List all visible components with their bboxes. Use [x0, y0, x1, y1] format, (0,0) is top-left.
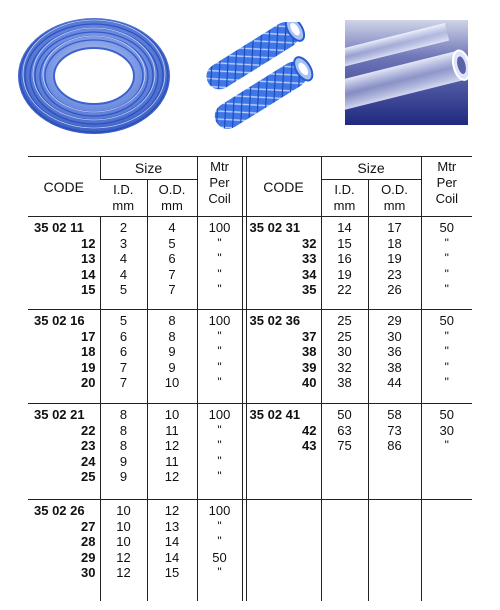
id-mm-header: I.D. mm — [321, 180, 368, 217]
product-code: 23 — [81, 438, 96, 454]
outer-diameter-cell — [147, 404, 197, 500]
product-code: 30 — [81, 565, 96, 581]
product-code-cell — [28, 500, 100, 601]
outer-diameter-cell — [147, 500, 197, 601]
inner-diameter: 5 — [119, 313, 128, 328]
metres-per-coil: 30 — [439, 422, 455, 438]
product-code: 39 — [302, 359, 317, 375]
outer-diameter: 86 — [387, 438, 402, 454]
inner-diameter: 75 — [337, 438, 352, 454]
outer-diameter: 12 — [164, 503, 180, 518]
outer-diameter: 14 — [164, 549, 180, 565]
product-code: 17 — [81, 328, 96, 344]
outer-diameter: 73 — [387, 422, 402, 438]
metres-per-coil: " — [217, 328, 222, 343]
metres-per-coil: 100 — [208, 503, 231, 518]
inner-diameter: 25 — [337, 328, 352, 344]
metres-per-coil: " — [217, 375, 222, 390]
inner-diameter: 25 — [337, 313, 352, 328]
product-code: 22 — [81, 422, 96, 438]
metres-per-coil: " — [217, 438, 222, 453]
inner-diameter: 6 — [119, 328, 128, 344]
product-code: 42 — [302, 422, 317, 438]
metres-per-coil-cell — [197, 500, 242, 601]
inner-diameter: 19 — [337, 266, 352, 282]
inner-diameter: 7 — [119, 375, 128, 391]
product-code: 35 02 16 — [34, 313, 85, 328]
inner-diameter-cell — [321, 404, 368, 500]
inner-diameter-cell — [100, 310, 147, 404]
product-code: 18 — [81, 344, 96, 360]
metres-per-coil: " — [217, 469, 222, 484]
inner-diameter: 4 — [119, 266, 128, 282]
outer-diameter: 10 — [164, 375, 180, 391]
outer-diameter: 12 — [164, 469, 180, 485]
outer-diameter: 8 — [168, 313, 176, 328]
inner-diameter: 15 — [337, 235, 352, 251]
inner-diameter: 12 — [116, 549, 131, 565]
outer-diameter: 9 — [168, 344, 176, 360]
metres-per-coil: 100 — [208, 313, 231, 328]
inner-diameter: 3 — [119, 235, 128, 251]
outer-diameter: 11 — [165, 422, 179, 438]
outer-diameter: 6 — [168, 251, 176, 267]
metres-per-coil-cell — [197, 310, 242, 404]
outer-diameter: 10 — [164, 407, 180, 422]
inner-diameter: 22 — [337, 282, 352, 298]
metres-per-coil: " — [217, 565, 222, 580]
size-header: Size — [321, 157, 421, 180]
inner-diameter: 8 — [119, 422, 128, 438]
outer-diameter-cell — [368, 404, 421, 500]
product-code: 24 — [81, 453, 96, 469]
product-code: 13 — [81, 251, 96, 267]
product-code: 35 02 21 — [34, 407, 85, 422]
product-code: 40 — [302, 375, 317, 391]
product-code: 20 — [81, 375, 96, 391]
inner-diameter: 9 — [119, 469, 128, 485]
outer-diameter-cell — [147, 217, 197, 310]
product-code: 35 02 26 — [34, 503, 85, 518]
outer-diameter: 44 — [387, 375, 402, 391]
product-code: 25 — [81, 469, 96, 485]
inner-diameter: 30 — [337, 344, 352, 360]
inner-diameter: 10 — [116, 518, 131, 534]
product-code: 19 — [81, 359, 96, 375]
inner-diameter: 9 — [119, 453, 128, 469]
outer-diameter-cell — [368, 310, 421, 404]
table-row — [28, 404, 472, 500]
metres-per-coil: " — [217, 282, 222, 297]
product-code: 35 02 41 — [249, 407, 301, 422]
mtr-per-coil-header: Mtr Per Coil — [197, 157, 242, 217]
product-code-cell — [246, 217, 321, 310]
table-header-row — [28, 157, 472, 180]
table-row — [28, 500, 472, 601]
product-code: 14 — [81, 266, 96, 282]
product-code: 35 — [302, 282, 317, 298]
outer-diameter-cell — [368, 500, 421, 601]
code-header: CODE — [28, 157, 100, 217]
od-mm-header: O.D. mm — [368, 180, 421, 217]
table-row — [28, 217, 472, 310]
metres-per-coil-cell — [421, 404, 472, 500]
inner-diameter: 8 — [119, 407, 128, 422]
product-code: 28 — [81, 534, 96, 550]
product-code-cell — [246, 500, 321, 601]
inner-diameter: 14 — [337, 220, 352, 235]
table-row — [28, 310, 472, 404]
inner-diameter: 32 — [337, 359, 352, 375]
inner-diameter-cell — [100, 404, 147, 500]
outer-diameter: 11 — [165, 453, 179, 469]
inner-diameter: 38 — [337, 375, 352, 391]
product-code: 43 — [302, 438, 317, 454]
outer-diameter: 13 — [164, 518, 180, 534]
product-code: 27 — [81, 518, 96, 534]
product-code: 37 — [302, 328, 317, 344]
metres-per-coil: " — [217, 359, 222, 374]
code-header: CODE — [246, 157, 321, 217]
outer-diameter: 17 — [387, 220, 402, 235]
product-code: 35 02 31 — [249, 220, 301, 235]
inner-diameter: 5 — [119, 282, 128, 298]
metres-per-coil-cell — [197, 217, 242, 310]
metres-per-coil: 50 — [439, 220, 455, 235]
outer-diameter-cell — [368, 217, 421, 310]
metres-per-coil: " — [217, 518, 222, 533]
outer-diameter: 26 — [387, 282, 402, 298]
outer-diameter: 36 — [387, 344, 402, 360]
inner-diameter-cell — [100, 500, 147, 601]
outer-diameter: 14 — [164, 534, 180, 550]
outer-diameter: 5 — [168, 235, 176, 251]
inner-diameter: 63 — [337, 422, 352, 438]
inner-diameter: 7 — [119, 359, 128, 375]
product-code: 32 — [302, 235, 317, 251]
outer-diameter: 58 — [387, 407, 402, 422]
inner-diameter: 2 — [119, 220, 128, 235]
metres-per-coil: " — [444, 438, 449, 453]
inner-diameter: 16 — [337, 251, 352, 267]
product-code: 12 — [81, 235, 96, 251]
outer-diameter: 23 — [387, 266, 402, 282]
outer-diameter: 19 — [387, 251, 402, 267]
metres-per-coil: " — [444, 266, 449, 281]
metres-per-coil-cell — [197, 404, 242, 500]
inner-diameter: 10 — [116, 534, 131, 550]
inner-diameter: 10 — [116, 503, 131, 518]
product-code-cell — [28, 310, 100, 404]
outer-diameter: 9 — [168, 359, 176, 375]
clear-tube-image — [345, 20, 468, 125]
metres-per-coil: 100 — [208, 220, 231, 235]
product-code: 38 — [302, 344, 317, 360]
id-mm-header: I.D. mm — [112, 182, 135, 213]
product-code: 33 — [302, 251, 317, 267]
product-code: 29 — [81, 549, 96, 565]
product-code: 35 02 36 — [249, 313, 301, 328]
metres-per-coil: 100 — [208, 407, 231, 422]
metres-per-coil: " — [217, 251, 222, 266]
outer-diameter: 15 — [164, 565, 180, 581]
metres-per-coil: " — [217, 422, 222, 437]
braided-reinforced-hose-image — [195, 22, 325, 132]
metres-per-coil: " — [444, 251, 449, 266]
metres-per-coil: " — [444, 344, 449, 359]
outer-diameter: 12 — [164, 438, 180, 454]
product-code-cell — [246, 310, 321, 404]
mtr-per-coil-header: Mtr Per Coil — [421, 157, 472, 217]
metres-per-coil: " — [444, 359, 449, 374]
product-code: 15 — [81, 282, 96, 298]
metres-per-coil: " — [444, 375, 449, 390]
metres-per-coil: " — [444, 282, 449, 297]
metres-per-coil: " — [217, 453, 222, 468]
metres-per-coil: 50 — [212, 549, 227, 565]
inner-diameter-cell — [321, 310, 368, 404]
metres-per-coil: " — [217, 534, 222, 549]
inner-diameter-cell — [321, 217, 368, 310]
metres-per-coil: " — [217, 235, 222, 250]
metres-per-coil: " — [217, 344, 222, 359]
inner-diameter: 50 — [337, 407, 352, 422]
inner-diameter-cell — [100, 217, 147, 310]
outer-diameter: 30 — [387, 328, 402, 344]
metres-per-coil: 50 — [439, 407, 455, 422]
metres-per-coil-cell — [421, 500, 472, 601]
outer-diameter: 8 — [168, 328, 176, 344]
outer-diameter: 4 — [168, 220, 176, 235]
blue-pvc-hose-coil-image — [14, 12, 174, 140]
outer-diameter-cell — [147, 310, 197, 404]
metres-per-coil: " — [444, 328, 449, 343]
size-header: Size — [100, 157, 197, 180]
metres-per-coil: " — [444, 235, 449, 250]
metres-per-coil-cell — [421, 310, 472, 404]
outer-diameter: 7 — [168, 266, 176, 282]
product-code-cell — [28, 404, 100, 500]
outer-diameter: 7 — [168, 282, 176, 298]
metres-per-coil: " — [217, 266, 222, 281]
outer-diameter: 38 — [387, 359, 402, 375]
product-code: 35 02 11 — [34, 220, 84, 235]
product-code-cell — [28, 217, 100, 310]
inner-diameter-cell — [321, 500, 368, 601]
od-mm-header: O.D. mm — [147, 180, 197, 217]
product-code: 34 — [302, 266, 317, 282]
inner-diameter: 8 — [119, 438, 128, 454]
hose-spec-table — [28, 156, 472, 601]
product-code-cell — [246, 404, 321, 500]
inner-diameter: 6 — [119, 344, 128, 360]
inner-diameter: 12 — [116, 565, 131, 581]
metres-per-coil-cell — [421, 217, 472, 310]
metres-per-coil: 50 — [439, 313, 455, 328]
inner-diameter: 4 — [119, 251, 128, 267]
outer-diameter: 29 — [387, 313, 402, 328]
outer-diameter: 18 — [387, 235, 402, 251]
